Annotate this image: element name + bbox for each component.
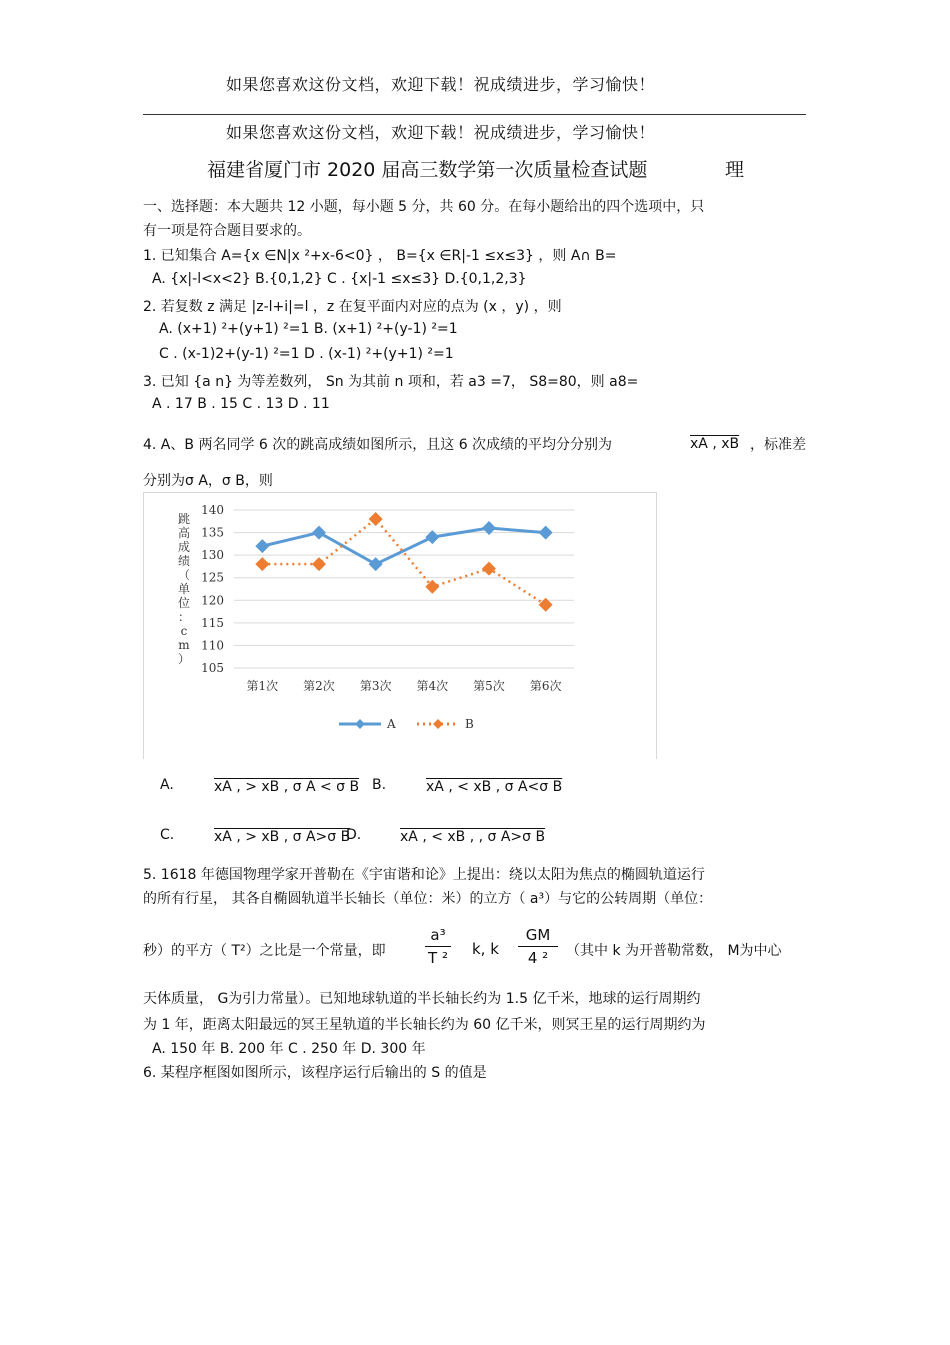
y-tick-label: 140	[201, 503, 224, 517]
legend-A-label: A	[387, 717, 396, 731]
y-tick-label: 120	[201, 593, 224, 608]
kepler-fraction-2	[518, 926, 558, 967]
q4-optD-label: D.	[346, 827, 362, 843]
top-banner: 如果您喜欢这份文档，欢迎下载！祝成绩进步，学习愉快！	[226, 75, 656, 94]
q2-options-line1: A. (x+1) ²+(y+1) ²=1 B. (x+1) ²+(y-1) ²=1	[159, 321, 458, 337]
section-intro-line1: 一、选择题：本大题共 12 小题，每小题 5 分，共 60 分。在每小题给出的四个选项中，只	[143, 199, 705, 215]
series-A-point	[312, 526, 326, 540]
q5-line4: 天体质量， G为引力常量）。已知地球轨道的半长轴长约为 1.5 亿千米，地球的运行周期约	[143, 991, 701, 1007]
series-A-point	[369, 557, 383, 571]
frac2-denominator: 4 ²	[527, 949, 549, 967]
kepler-constant: k, k	[472, 940, 499, 958]
q5-line5: 为 1 年，距离太阳最远的冥王星轨道的半长轴长约为 60 亿千米，则冥王星的运行周期约为	[143, 1017, 706, 1033]
q2-options-line2: C . (x-1)2+(y-1) ²=1 D . (x-1) ²+(y+1) ²=1	[159, 346, 454, 362]
q1-options: A. {x|-l<x<2} B.{0,1,2} C . {x|-1 ≤x≤3} D.{0,1,2,3}	[152, 271, 527, 287]
q5-line3-pre: 秒）的平方（ T²）之比是一个常量，即	[143, 943, 386, 959]
frac1-bar	[425, 946, 451, 947]
series-A-point	[539, 526, 553, 540]
second-banner: 如果您喜欢这份文档，欢迎下载！祝成绩进步，学习愉快！	[226, 123, 656, 142]
q5-options: A. 150 年 B. 200 年 C . 250 年 D. 300 年	[152, 1041, 426, 1057]
legend-A-marker	[355, 719, 365, 729]
series-B-point	[482, 562, 496, 576]
series-B-line	[262, 519, 545, 605]
legend-B-label: B	[465, 717, 474, 731]
q3-stem: 3. 已知 {a n} 为等差数列， Sn 为其前 n 项和，若 a3 =7， S8=80，则 a8=	[143, 374, 639, 390]
q4-stem-tail: ，标准差	[750, 437, 806, 453]
exam-title: 福建省厦门市 2020 届高三数学第一次质量检查试题	[207, 159, 648, 181]
jump-height-chart	[143, 492, 657, 759]
section-intro-line2: 有一项是符合题目要求的。	[143, 223, 311, 239]
x-tick-label: 第2次	[303, 679, 335, 693]
header-divider	[143, 114, 806, 115]
q4-stem-line2: 分别为σ A，σ B，则	[143, 473, 273, 489]
y-tick-label: 105	[201, 661, 224, 675]
q4-optC-label: C.	[160, 827, 175, 843]
y-tick-label: 135	[201, 525, 224, 540]
y-tick-label: 125	[201, 570, 224, 585]
exam-title-suffix: 理	[725, 159, 745, 181]
series-B-point	[312, 557, 326, 571]
series-B-point	[369, 512, 383, 526]
q4-optD-body: xA , < xB , , σ A>σ B	[400, 829, 546, 845]
frac2-bar	[518, 946, 558, 947]
q3-options: A . 17 B . 15 C . 13 D . 11	[152, 396, 330, 412]
q5-line2: 的所有行星， 其各自椭圆轨道半长轴长（单位：米）的立方（ a³）与它的公转周期（单位：	[143, 891, 713, 907]
q4-stem: 4. A、B 两名同学 6 次的跳高成绩如图所示，且这 6 次成绩的平均分分别为	[143, 437, 613, 453]
x-tick-label: 第3次	[359, 679, 392, 693]
q4-optA-body: xA , > xB , σ A < σ B	[214, 779, 360, 795]
x-tick-label: 第1次	[246, 679, 279, 693]
q4-optC-body: xA , > xB , σ A>σ B	[214, 829, 351, 845]
q4-means: xA , xB	[690, 436, 740, 452]
q5-line1: 5. 1618 年德国物理学家开普勒在《宇宙谐和论》上提出：绕以太阳为焦点的椭圆轨道运行	[143, 867, 705, 883]
q4-optB-label: B.	[372, 777, 387, 793]
y-axis-label: 跳高成绩（单位： c m ）	[177, 512, 191, 666]
x-tick-label: 第5次	[473, 679, 505, 693]
q5-line3-post: （其中 k 为开普勒常数， M为中心	[566, 943, 782, 959]
series-A-point	[255, 539, 269, 553]
series-B-point	[255, 557, 269, 571]
q6-stem: 6. 某程序框图如图所示，该程序运行后输出的 S 的值是	[143, 1065, 487, 1081]
x-tick-label: 第4次	[416, 679, 449, 693]
y-tick-label: 110	[201, 638, 224, 653]
series-A-line	[262, 528, 545, 564]
q4-optA-label: A.	[160, 777, 174, 793]
frac2-numerator: GM	[525, 926, 551, 944]
x-tick-label: 第6次	[529, 679, 562, 693]
y-tick-label: 115	[201, 615, 224, 630]
legend-B-marker	[433, 719, 443, 729]
y-tick-label: 130	[201, 548, 224, 563]
frac1-numerator: a³	[430, 926, 446, 944]
q4-optB-body: xA , < xB , σ A<σ B	[426, 779, 563, 795]
q1-stem: 1. 已知集合 A={x ∈N|x ²+x-6<0} ， B={x ∈R|-1 ≤x≤3} ，则 A∩ B=	[143, 248, 617, 264]
chart-svg	[144, 493, 656, 759]
frac1-denominator: T ²	[428, 949, 448, 967]
kepler-fraction-1	[425, 926, 451, 967]
q2-stem: 2. 若复数 z 满足 |z-l+i|=l ，z 在复平面内对应的点为 (x ，y) ，则	[143, 299, 562, 315]
